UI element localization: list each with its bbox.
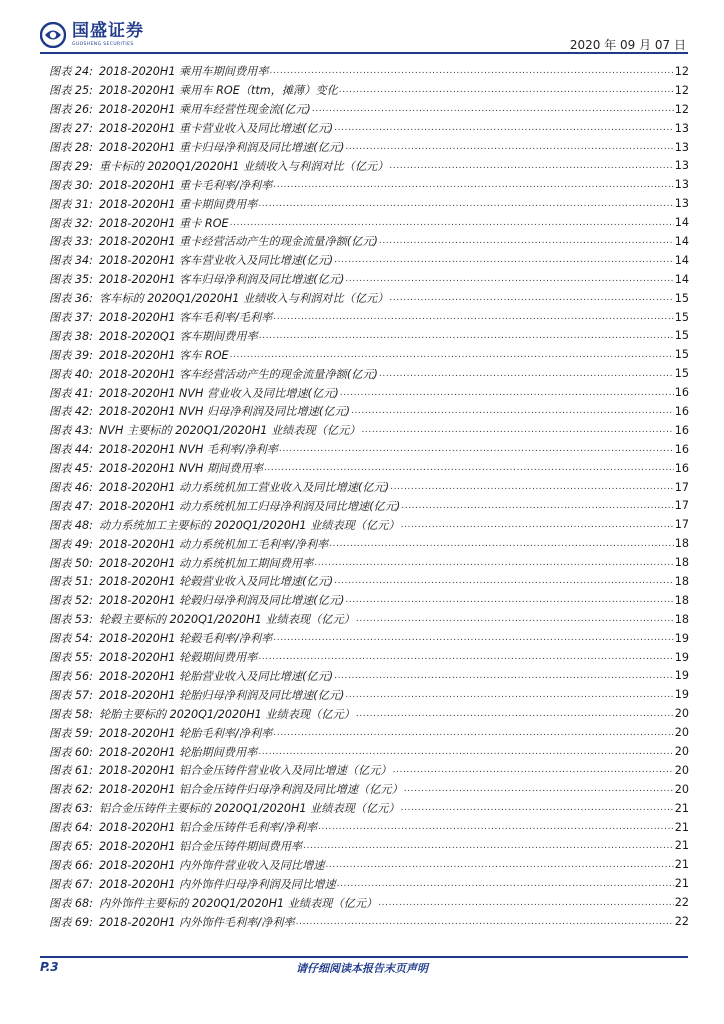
toc-figure-label: 图表 25: <box>49 84 93 98</box>
toc-row[interactable] <box>49 62 689 81</box>
toc-figure-title: 2018-2020H1 NVH 营业收入及同比增速(亿元) <box>98 386 339 400</box>
toc-row[interactable] <box>49 289 689 308</box>
toc-leader-dots <box>258 199 673 209</box>
toc-row[interactable] <box>49 855 689 874</box>
toc-leader-dots <box>273 180 673 190</box>
toc-page-number: 18 <box>674 574 689 588</box>
toc-row[interactable] <box>49 270 689 289</box>
toc-figure-label: 图表 37: <box>49 311 93 325</box>
toc-leader-dots <box>334 576 674 586</box>
toc-leader-dots <box>356 614 674 624</box>
toc-figure-label: 图表 69: <box>49 915 93 929</box>
toc-leader-dots <box>273 312 673 322</box>
toc-page-number: 22 <box>674 915 689 929</box>
toc-page-number: 13 <box>674 197 689 211</box>
toc-figure-title: 2018-2020H1 乘用车期间费用率 <box>98 65 269 79</box>
toc-row[interactable] <box>49 326 689 345</box>
toc-figure-title: 2018-2020H1 轮毂毛利率/净利率 <box>98 632 273 646</box>
toc-leader-dots <box>345 690 673 700</box>
toc-row[interactable] <box>49 119 689 138</box>
toc-row[interactable] <box>49 251 689 270</box>
toc-page-number: 21 <box>674 839 689 853</box>
toc-row[interactable] <box>49 364 689 383</box>
toc-leader-dots <box>334 671 674 681</box>
toc-page-number: 19 <box>674 650 689 664</box>
toc-row[interactable] <box>49 893 689 912</box>
toc-figure-title: 2018-2020H1 重卡经营活动产生的现金流量净额(亿元) <box>98 235 378 249</box>
toc-leader-dots <box>345 142 673 152</box>
toc-figure-label: 图表 67: <box>49 877 93 891</box>
toc-row[interactable] <box>49 874 689 893</box>
toc-row[interactable] <box>49 478 689 497</box>
toc-figure-label: 图表 48: <box>49 518 93 532</box>
toc-page-number: 15 <box>674 310 689 324</box>
toc-figure-title: 2018-2020H1 轮胎期间费用率 <box>98 745 258 759</box>
toc-figure-label: 图表 46: <box>49 481 93 495</box>
toc-row[interactable] <box>49 591 689 610</box>
toc-figure-label: 图表 58: <box>49 707 93 721</box>
toc-row[interactable] <box>49 648 689 667</box>
toc-row[interactable] <box>49 818 689 837</box>
toc-row[interactable] <box>49 723 689 742</box>
toc-figure-label: 图表 52: <box>49 594 93 608</box>
toc-row[interactable] <box>49 761 689 780</box>
toc-figure-label: 图表 57: <box>49 688 93 702</box>
toc-page-number: 20 <box>674 763 689 777</box>
toc-page-number: 12 <box>674 64 689 78</box>
toc-figure-label: 图表 30: <box>49 178 93 192</box>
toc-figure-title: 客车标的 2020Q1/2020H1 业绩收入与利润对比（亿元） <box>98 292 389 306</box>
toc-page-number: 14 <box>674 272 689 286</box>
toc-row[interactable] <box>49 345 689 364</box>
toc-page-number: 16 <box>674 461 689 475</box>
toc-figure-label: 图表 36: <box>49 292 93 306</box>
toc-page-number: 17 <box>674 480 689 494</box>
toc-figure-label: 图表 35: <box>49 273 93 287</box>
toc-figure-title: 2018-2020H1 内外饰件营业收入及同比增速 <box>98 858 325 872</box>
toc-figure-title: 2018-2020H1 乘用车经营性现金流(亿元) <box>98 103 311 117</box>
toc-page-number: 16 <box>674 442 689 456</box>
toc-leader-dots <box>334 123 674 133</box>
toc-row[interactable] <box>49 667 689 686</box>
toc-figure-title: 2018-2020H1 动力系统机加工期间费用率 <box>98 556 314 570</box>
toc-page-number: 17 <box>674 518 689 532</box>
toc-figure-label: 图表 29: <box>49 159 93 173</box>
toc-page-number: 13 <box>674 140 689 154</box>
toc-leader-dots <box>345 274 673 284</box>
toc-row[interactable] <box>49 440 689 459</box>
toc-figure-title: 2018-2020H1 轮毂营业收入及同比增速(亿元) <box>98 575 334 589</box>
toc-row[interactable] <box>49 100 689 119</box>
toc-leader-dots <box>340 388 674 398</box>
toc-figure-label: 图表 42: <box>49 405 93 419</box>
toc-row[interactable] <box>49 799 689 818</box>
toc-figure-title: 轮毂主要标的 2020Q1/2020H1 业绩表现（亿元） <box>98 613 355 627</box>
toc-row[interactable] <box>49 496 689 515</box>
toc-figure-label: 图表 51: <box>49 575 93 589</box>
toc-figure-title: 2018-2020H1 内外饰件归母净利润及同比增速 <box>98 877 336 891</box>
toc-figure-title: 2018-2020H1 铝合金压铸件归母净利润及同比增速（亿元） <box>98 783 403 797</box>
toc-figure-title: 2018-2020H1 客车归母净利润及同比增速(亿元) <box>98 273 345 287</box>
toc-leader-dots <box>318 822 674 832</box>
toc-figure-label: 图表 24: <box>49 65 93 79</box>
toc-figure-title: 2018-2020H1 铝合金压铸件毛利率/净利率 <box>98 821 318 835</box>
toc-figure-label: 图表 44: <box>49 443 93 457</box>
toc-page-number: 16 <box>674 423 689 437</box>
toc-figure-title: 内外饰件主要标的 2020Q1/2020H1 业绩表现（亿元） <box>98 896 378 910</box>
toc-figure-label: 图表 54: <box>49 632 93 646</box>
toc-page-number: 16 <box>674 404 689 418</box>
toc-page-number: 15 <box>674 367 689 381</box>
toc-page-number: 20 <box>674 782 689 796</box>
toc-leader-dots <box>390 482 674 492</box>
toc-figure-title: 2018-2020H1 乘用车 ROE（ttm，摊薄）变化 <box>98 84 338 98</box>
toc-figure-title: 2018-2020H1 轮胎归母净利润及同比增速(亿元) <box>98 688 345 702</box>
toc-leader-dots <box>378 898 674 908</box>
toc-leader-dots <box>351 406 674 416</box>
toc-row[interactable] <box>49 515 689 534</box>
toc-figure-label: 图表 26: <box>49 103 93 117</box>
toc-leader-dots <box>273 728 673 738</box>
toc-page-number: 18 <box>674 537 689 551</box>
toc-row[interactable] <box>49 194 689 213</box>
toc-figure-label: 图表 47: <box>49 499 93 513</box>
toc-figure-label: 图表 56: <box>49 669 93 683</box>
toc-leader-dots <box>339 85 674 95</box>
toc-figure-label: 图表 66: <box>49 858 93 872</box>
toc-page-number: 15 <box>674 291 689 305</box>
toc-leader-dots <box>296 917 674 927</box>
toc-figure-title: 重卡标的 2020Q1/2020H1 业绩收入与利润对比（亿元） <box>98 159 389 173</box>
toc-figure-title: 2018-2020H1 NVH 期间费用率 <box>98 462 263 476</box>
brand-name-en: GUOSHENG SECURITIES <box>72 42 134 47</box>
toc-figure-label: 图表 39: <box>49 348 93 362</box>
toc-figure-title: 2018-2020H1 内外饰件毛利率/净利率 <box>98 915 295 929</box>
toc-row[interactable] <box>49 704 689 723</box>
toc-figure-title: 2018-2020H1 轮毂归母净利润及同比增速(亿元) <box>98 594 345 608</box>
toc-leader-dots <box>314 558 673 568</box>
toc-page-number: 19 <box>674 688 689 702</box>
page-header <box>0 0 724 60</box>
toc-figure-label: 图表 33: <box>49 235 93 249</box>
toc-page-number: 18 <box>674 612 689 626</box>
toc-row[interactable] <box>49 572 689 591</box>
toc-row[interactable] <box>49 629 689 648</box>
toc-figure-title: 2018-2020H1 轮胎营业收入及同比增速(亿元) <box>98 669 334 683</box>
toc-figure-label: 图表 31: <box>49 197 93 211</box>
toc-figure-label: 图表 53: <box>49 613 93 627</box>
toc-leader-dots <box>401 520 674 530</box>
toc-figure-title: 2018-2020H1 重卡归母净利润及同比增速(亿元) <box>98 141 345 154</box>
toc-page-number: 17 <box>674 499 689 513</box>
toc-row[interactable] <box>49 156 689 175</box>
toc-page-number: 12 <box>674 102 689 116</box>
toc-row[interactable] <box>49 837 689 856</box>
disclaimer-note: 请仔细阅读本报告末页声明 <box>296 962 428 975</box>
toc-row[interactable] <box>49 402 689 421</box>
toc-figure-label: 图表 62: <box>49 783 93 797</box>
toc-row[interactable] <box>49 138 689 157</box>
toc-page-number: 18 <box>674 593 689 607</box>
toc-page-number: 13 <box>674 159 689 173</box>
toc-figure-title: 2018-2020H1 重卡 ROE <box>98 216 229 230</box>
toc-figure-label: 图表 50: <box>49 556 93 570</box>
toc-page-number: 20 <box>674 726 689 740</box>
toc-figure-label: 图表 59: <box>49 726 93 740</box>
toc-leader-dots <box>230 218 674 228</box>
toc-figure-title: 铝合金压铸件主要标的 2020Q1/2020H1 业绩表现（亿元） <box>98 802 400 816</box>
toc-page-number: 18 <box>674 556 689 570</box>
toc-page-number: 21 <box>674 858 689 872</box>
toc-row[interactable] <box>49 553 689 572</box>
guosheng-logo-icon <box>40 22 66 48</box>
toc-figure-label: 图表 32: <box>49 216 93 230</box>
toc-leader-dots <box>345 595 673 605</box>
toc-row[interactable] <box>49 912 689 931</box>
toc-leader-dots <box>303 841 674 851</box>
toc-figure-label: 图表 68: <box>49 896 93 910</box>
toc-page-number: 16 <box>674 386 689 400</box>
toc-page-number: 13 <box>674 121 689 135</box>
toc-figure-title: 2018-2020H1 动力系统机加工归母净利润及同比增速(亿元) <box>98 499 401 513</box>
toc-figure-title: 2018-2020H1 动力系统机加工毛利率/净利率 <box>98 537 329 551</box>
toc-page-number: 21 <box>674 877 689 891</box>
toc-figure-label: 图表 49: <box>49 537 93 551</box>
toc-figure-label: 图表 65: <box>49 839 93 853</box>
toc-row[interactable] <box>49 780 689 799</box>
toc-row[interactable] <box>49 534 689 553</box>
toc-page-number: 12 <box>674 83 689 97</box>
toc-row[interactable] <box>49 742 689 761</box>
toc-figure-label: 图表 40: <box>49 367 93 381</box>
toc-figure-label: 图表 38: <box>49 329 93 343</box>
toc-row[interactable] <box>49 81 689 100</box>
toc-leader-dots <box>361 425 673 435</box>
toc-figure-title: 2018-2020H1 客车营业收入及同比增速(亿元) <box>98 254 334 268</box>
toc-page-number: 14 <box>674 234 689 248</box>
toc-figure-title: 2018-2020H1 动力系统机加工营业收入及同比增速(亿元) <box>98 481 390 495</box>
toc-row[interactable] <box>49 175 689 194</box>
toc-figure-label: 图表 45: <box>49 462 93 476</box>
toc-figure-title: 轮胎主要标的 2020Q1/2020H1 业绩表现（亿元） <box>98 707 355 721</box>
toc-page-number: 20 <box>674 707 689 721</box>
toc-page-number: 20 <box>674 745 689 758</box>
toc-figure-title: 2018-2020H1 客车毛利率/毛利率 <box>98 311 273 325</box>
toc-figure-title: 动力系统加工主要标的 2020Q1/2020H1 业绩表现（亿元） <box>98 518 400 532</box>
toc-leader-dots <box>356 709 674 719</box>
toc-figure-title: 2018-2020H1 NVH 归母净利润及同比增速(亿元) <box>98 405 350 419</box>
toc-leader-dots <box>325 860 673 870</box>
toc-leader-dots <box>337 879 674 889</box>
toc-leader-dots <box>259 331 674 341</box>
toc-row[interactable] <box>49 421 689 440</box>
toc-leader-dots <box>401 803 674 813</box>
toc-page-number: 13 <box>674 178 689 192</box>
toc-leader-dots <box>404 784 674 794</box>
report-date: 2020 年 09 月 07 日 <box>569 38 686 52</box>
toc-leader-dots <box>379 369 674 379</box>
toc-figure-label: 图表 27: <box>49 122 93 136</box>
figure-index-list <box>49 62 689 931</box>
toc-figure-title: 2018-2020H1 铝合金压铸件期间费用率 <box>98 839 303 853</box>
toc-page-number: 21 <box>674 801 689 815</box>
toc-leader-dots <box>312 104 674 114</box>
toc-figure-title: 2018-2020H1 重卡毛利率/净利率 <box>98 178 273 192</box>
toc-leader-dots <box>334 255 674 265</box>
toc-page-number: 19 <box>674 631 689 645</box>
header-divider <box>40 52 688 54</box>
toc-leader-dots <box>393 765 674 775</box>
toc-row[interactable] <box>49 610 689 629</box>
toc-figure-label: 图表 64: <box>49 821 93 835</box>
brand-name-cn: 国盛证券 <box>72 21 144 41</box>
toc-figure-title: 2018-2020Q1 客车期间费用率 <box>98 329 258 343</box>
toc-figure-title: 2018-2020H1 客车 ROE <box>98 348 229 362</box>
toc-leader-dots <box>270 66 674 76</box>
toc-figure-label: 图表 63: <box>49 802 93 816</box>
toc-page-number: 22 <box>674 896 689 910</box>
toc-leader-dots <box>264 463 674 473</box>
toc-figure-label: 图表 60: <box>49 745 93 759</box>
toc-row[interactable] <box>49 213 689 232</box>
toc-figure-title: 2018-2020H1 轮胎毛利率/净利率 <box>98 726 273 740</box>
toc-figure-label: 图表 43: <box>49 424 93 438</box>
toc-leader-dots <box>401 501 673 511</box>
toc-figure-title: 2018-2020H1 铝合金压铸件营业收入及同比增速（亿元） <box>98 764 392 778</box>
toc-figure-label: 图表 28: <box>49 141 93 154</box>
toc-page-number: 15 <box>674 348 689 362</box>
toc-page-number: 14 <box>674 253 689 267</box>
toc-figure-title: 2018-2020H1 重卡营业收入及同比增速(亿元) <box>98 122 334 136</box>
toc-leader-dots <box>379 236 674 246</box>
toc-row[interactable] <box>49 308 689 327</box>
toc-figure-title: 2018-2020H1 客车经营活动产生的现金流量净额(亿元) <box>98 367 378 381</box>
page-number: P.3 <box>40 960 59 974</box>
toc-leader-dots <box>279 444 674 454</box>
toc-page-number: 21 <box>674 820 689 834</box>
toc-row[interactable] <box>49 685 689 704</box>
toc-row[interactable] <box>49 459 689 478</box>
toc-page-number: 15 <box>674 329 689 343</box>
toc-figure-title: NVH 主要标的 2020Q1/2020H1 业绩表现（亿元） <box>98 424 361 438</box>
footer-divider <box>40 956 688 958</box>
toc-row[interactable] <box>49 383 689 402</box>
toc-leader-dots <box>230 350 674 360</box>
toc-figure-title: 2018-2020H1 NVH 毛利率/净利率 <box>98 443 278 457</box>
toc-figure-title: 2018-2020H1 轮毂期间费用率 <box>98 651 258 665</box>
toc-leader-dots <box>389 161 673 171</box>
toc-figure-label: 图表 55: <box>49 651 93 665</box>
toc-leader-dots <box>258 652 673 662</box>
toc-figure-label: 图表 41: <box>49 386 93 400</box>
toc-page-number: 14 <box>674 216 689 230</box>
toc-page-number: 19 <box>674 669 689 683</box>
toc-figure-label: 图表 34: <box>49 254 93 268</box>
brand-logo <box>40 22 144 48</box>
toc-figure-label: 图表 61: <box>49 764 93 778</box>
toc-leader-dots <box>389 293 673 303</box>
toc-leader-dots <box>258 747 673 757</box>
toc-row[interactable] <box>49 232 689 251</box>
toc-leader-dots <box>273 633 673 643</box>
toc-leader-dots <box>329 539 674 549</box>
toc-figure-title: 2018-2020H1 重卡期间费用率 <box>98 197 258 211</box>
